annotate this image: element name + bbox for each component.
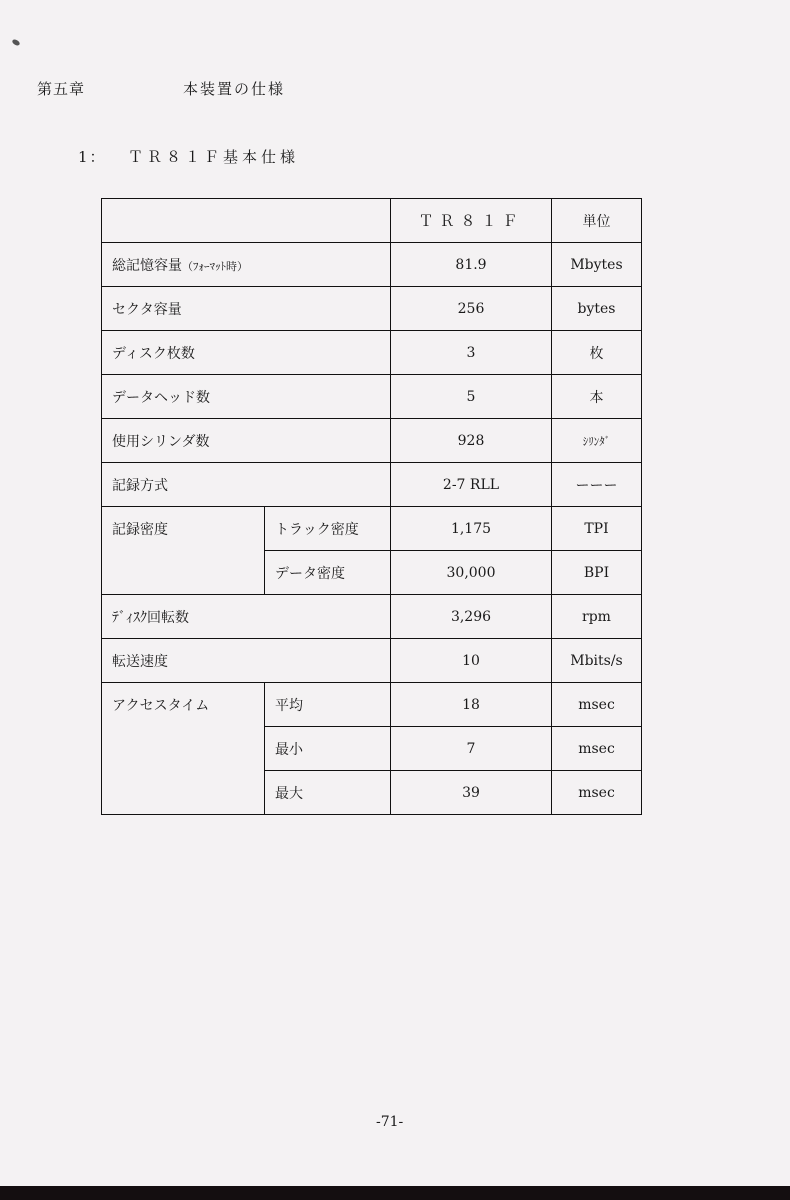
row-label: 転送速度 xyxy=(102,639,391,683)
row-label: ﾃﾞｨｽｸ回転数 xyxy=(102,595,391,639)
scan-speck xyxy=(11,38,20,46)
spec-table xyxy=(101,198,642,815)
table-row xyxy=(102,331,642,375)
row-value: 928 xyxy=(391,419,552,463)
row-label: 記録方式 xyxy=(102,463,391,507)
row-unit: msec xyxy=(552,771,642,815)
row-unit: Mbits/s xyxy=(552,639,642,683)
row-value: 3,296 xyxy=(391,595,552,639)
row-value: 39 xyxy=(391,771,552,815)
row-value: 5 xyxy=(391,375,552,419)
page-number: -71- xyxy=(376,1114,404,1130)
row-unit: Mbytes xyxy=(552,243,642,287)
row-unit: TPI xyxy=(552,507,642,551)
row-label: ディスク枚数 xyxy=(102,331,391,375)
row-unit: 本 xyxy=(552,375,642,419)
row-value: 18 xyxy=(391,683,552,727)
row-sub-label: トラック密度 xyxy=(265,507,391,551)
row-label: セクタ容量 xyxy=(102,287,391,331)
row-unit: ーーー xyxy=(552,463,642,507)
row-value: 1,175 xyxy=(391,507,552,551)
row-value: 3 xyxy=(391,331,552,375)
chapter-title: 第五章 xyxy=(37,80,86,98)
table-row xyxy=(102,507,642,551)
row-unit: msec xyxy=(552,727,642,771)
row-sub-label: 最大 xyxy=(265,771,391,815)
row-value: 256 xyxy=(391,287,552,331)
header-blank-cell xyxy=(102,199,391,243)
row-sub-label: データ密度 xyxy=(265,551,391,595)
row-label-text: 総記憶容量 xyxy=(112,257,182,274)
table-row xyxy=(102,595,642,639)
row-group-label: アクセスタイム xyxy=(102,683,265,815)
row-value: 81.9 xyxy=(391,243,552,287)
row-unit: bytes xyxy=(552,287,642,331)
row-value: 30,000 xyxy=(391,551,552,595)
row-label xyxy=(102,243,391,287)
section-number: 1： xyxy=(78,148,107,166)
row-value: 7 xyxy=(391,727,552,771)
row-unit: rpm xyxy=(552,595,642,639)
row-label: データヘッド数 xyxy=(102,375,391,419)
row-value: 10 xyxy=(391,639,552,683)
chapter-subject: 本装置の仕様 xyxy=(183,80,286,98)
table-row xyxy=(102,419,642,463)
table-row xyxy=(102,243,642,287)
table-row xyxy=(102,463,642,507)
table-row xyxy=(102,375,642,419)
table-row xyxy=(102,287,642,331)
row-group-label: 記録密度 xyxy=(102,507,265,595)
header-unit-cell: 単位 xyxy=(552,199,642,243)
table-header-row xyxy=(102,199,642,243)
row-sub-label: 最小 xyxy=(265,727,391,771)
row-unit: BPI xyxy=(552,551,642,595)
row-unit: 枚 xyxy=(552,331,642,375)
row-sub-label: 平均 xyxy=(265,683,391,727)
section-title: ＴＲ８１Ｆ基本仕様 xyxy=(128,148,300,166)
row-unit: msec xyxy=(552,683,642,727)
table-row xyxy=(102,683,642,727)
row-label: 使用シリンダ数 xyxy=(102,419,391,463)
row-unit: ｼﾘﾝﾀﾞ xyxy=(552,419,642,463)
row-label-note: （ﾌｫｰﾏｯﾄ時） xyxy=(182,259,248,273)
scan-bottom-edge xyxy=(0,1186,790,1200)
row-value: 2-7 RLL xyxy=(391,463,552,507)
header-model-cell: ＴＲ８１Ｆ xyxy=(391,199,552,243)
table-row xyxy=(102,639,642,683)
